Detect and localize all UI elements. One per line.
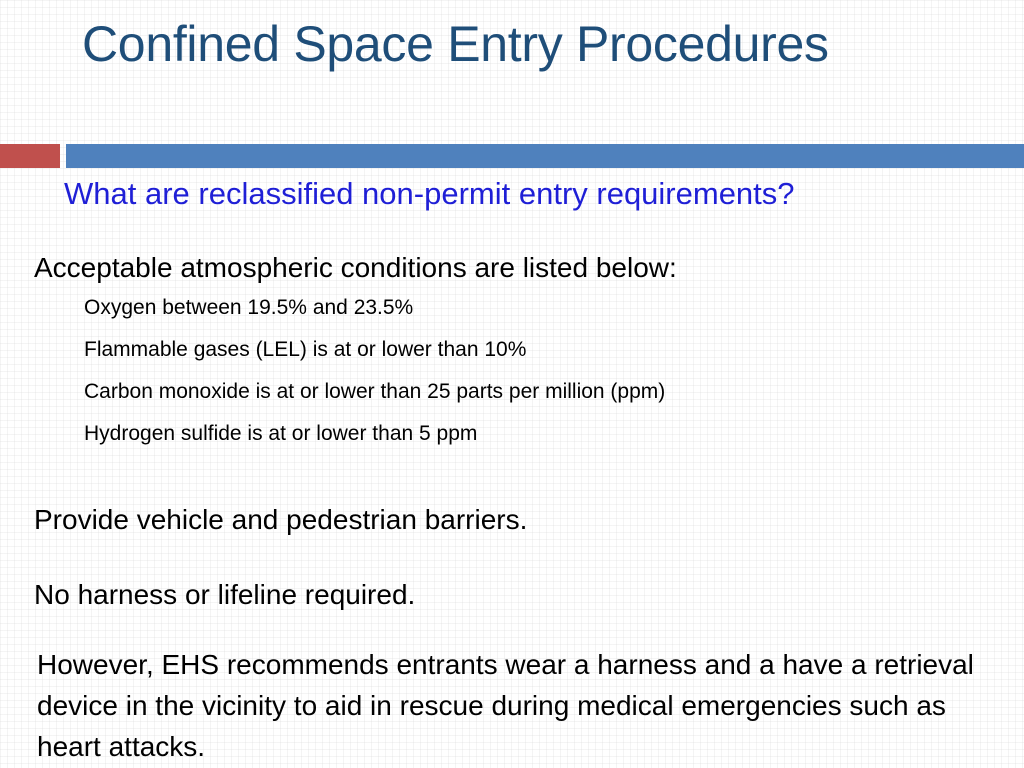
- title-accent-bar-red: [0, 144, 60, 168]
- conditions-list: [84, 295, 665, 463]
- slide-title: Confined Space Entry Procedures: [82, 16, 829, 72]
- harness-text: No harness or lifeline required.: [34, 579, 416, 610]
- condition-carbon-monoxide: Carbon monoxide is at or lower than 25 parts per million (ppm): [84, 380, 666, 403]
- condition-hydrogen-sulfide: Hydrogen sulfide is at or lower than 5 ppm: [84, 422, 478, 445]
- condition-oxygen: Oxygen between 19.5% and 23.5%: [84, 296, 414, 319]
- condition-flammable-gases: Flammable gases (LEL) is at or lower than 10%: [84, 338, 527, 361]
- conditions-heading: Acceptable atmospheric conditions are listed below:: [34, 252, 677, 283]
- slide-subtitle: What are reclassified non-permit entry requirements?: [64, 176, 795, 211]
- ehs-recommendation-note: However, EHS recommends entrants wear a harness and a have a retrieval device in the vicinity to aid in rescue during medical emergencies such as heart attacks.: [37, 649, 974, 762]
- barriers-text: Provide vehicle and pedestrian barriers.: [34, 504, 528, 535]
- title-accent-bar-blue: [66, 144, 1024, 168]
